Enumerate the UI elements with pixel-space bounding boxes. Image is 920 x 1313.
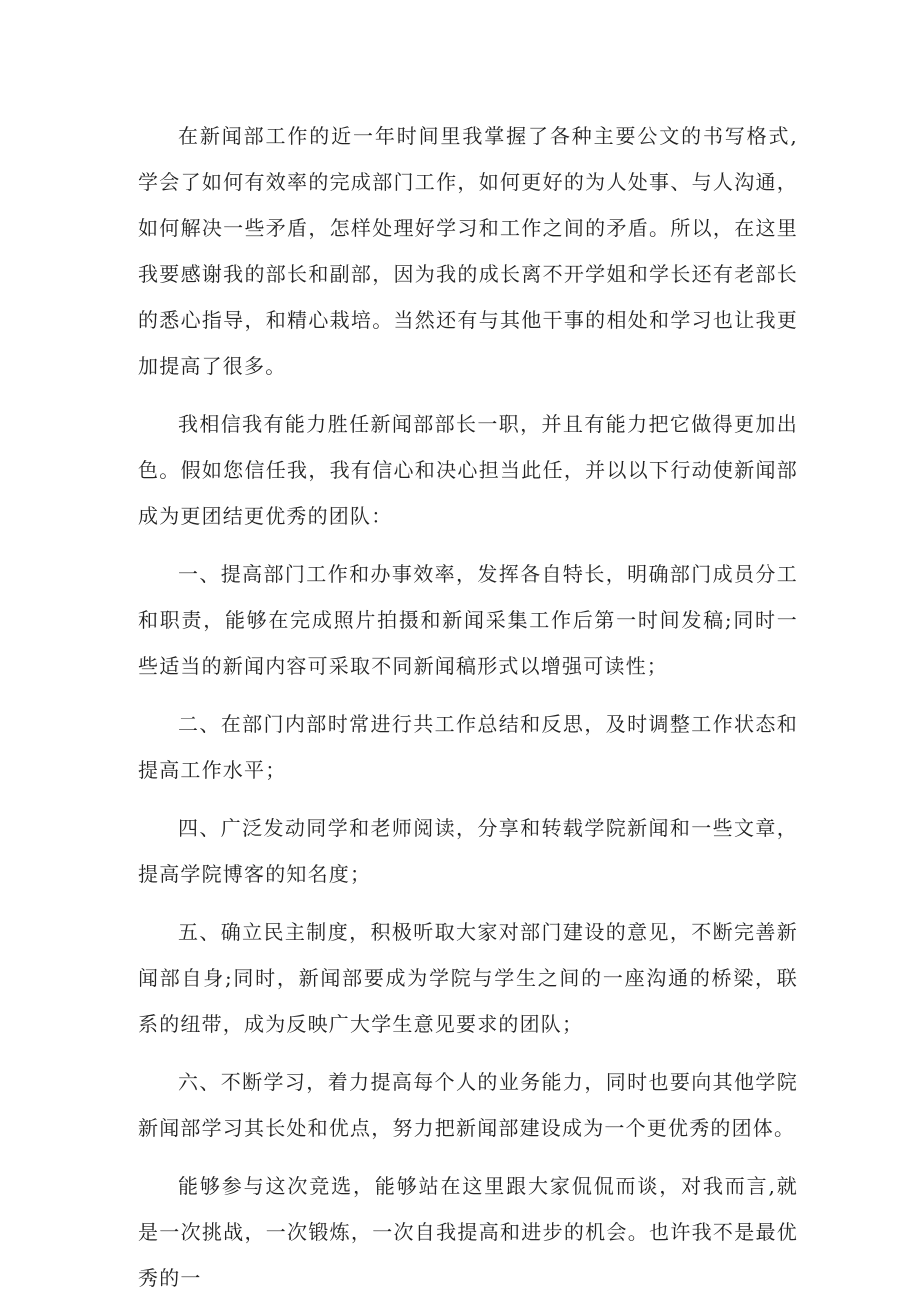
paragraph-point-five: 五、确立民主制度，积极听取大家对部门建设的意见，不断完善新闻部自身;同时，新闻部要成为学院与学生之间的一座沟通的桥梁，联系的纽带，成为反映广大学生意见要求的团队；: [138, 920, 798, 1036]
paragraph-confidence: 我相信我有能力胜任新闻部部长一职，并且有能力把它做得更加出色。假如您信任我，我有信心和决心担当此任，并以以下行动使新闻部成为更团结更优秀的团队：: [138, 412, 798, 528]
paragraph-closing: 能够参与这次竞选，能够站在这里跟大家侃侃而谈，对我而言,就是一次挑战，一次锻炼，一次自我提高和进步的机会。也许我不是最优秀的一: [138, 1174, 798, 1290]
paragraph-point-two: 二、在部门内部时常进行共工作总结和反思，及时调整工作状态和提高工作水平；: [138, 712, 798, 782]
paragraph-point-one: 一、提高部门工作和办事效率，发挥各自特长，明确部门成员分工和职责，能够在完成照片拍摄和新闻采集工作后第一时间发稿;同时一些适当的新闻内容可采取不同新闻稿形式以增强可读性；: [138, 562, 798, 678]
document-body: [138, 113, 798, 1313]
paragraph-point-six: 六、不断学习，着力提高每个人的业务能力，同时也要向其他学院新闻部学习其长处和优点，努力把新闻部建设成为一个更优秀的团体。: [138, 1070, 798, 1140]
paragraph-point-four: 四、广泛发动同学和老师阅读，分享和转载学院新闻和一些文章，提高学院博客的知名度；: [138, 816, 798, 886]
paragraph-intro-experience: 在新闻部工作的近一年时间里我掌握了各种主要公文的书写格式,学会了如何有效率的完成部门工作，如何更好的为人处事、与人沟通，如何解决一些矛盾，怎样处理好学习和工作之间的矛盾。所以，在这里我要感谢我的部长和副部，因为我的成长离不开学姐和学长还有老部长的悉心指导，和精心栽培。当然还有与其他干事的相处和学习也让我更加提高了很多。: [138, 124, 798, 378]
